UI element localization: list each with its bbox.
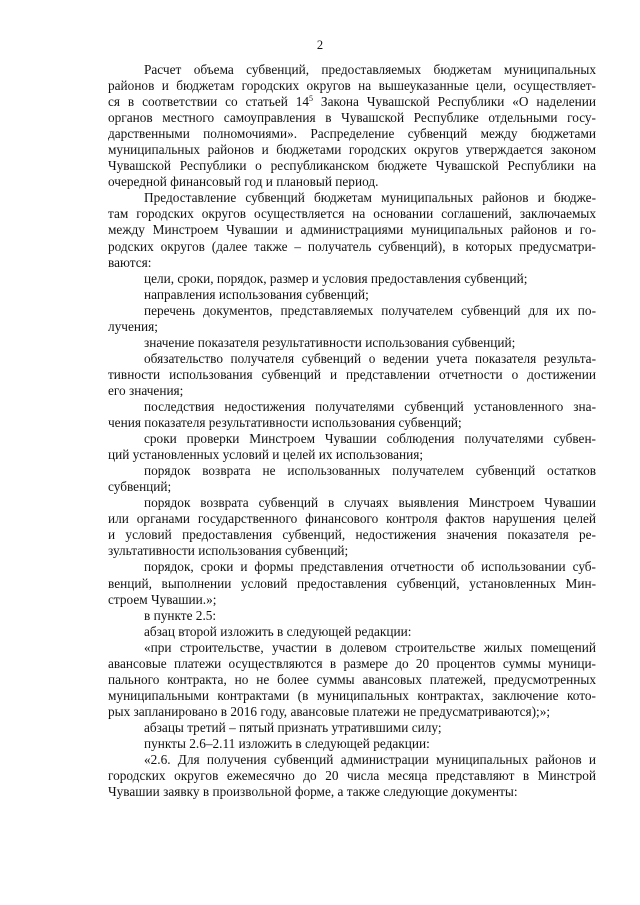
text-line-content: дарственными полномочиями». Распределение субвенций между бюджетами [108, 126, 596, 142]
text-line [108, 110, 596, 126]
text-line [108, 351, 596, 367]
text-line-content: рых запланировано в 2016 году, авансовые платежи не предусматриваются);»; [108, 703, 551, 719]
text-line-content: зультативности использования субвенций; [108, 543, 349, 559]
text-line-content: порядок, сроки и формы представления отчетности об использовании суб- [144, 559, 596, 575]
text-line [108, 431, 596, 447]
text-line-content: направления использования субвенций; [144, 286, 369, 302]
page-number: 2 [316, 38, 324, 52]
text-line [108, 543, 596, 559]
text-line-content: абзац второй изложить в следующей редакции: [144, 623, 412, 639]
text-line-content: Чувашской Республики о республиканском бюджете Чувашской Республики на [108, 158, 596, 174]
text-line-content: порядок возврата субвенций в случаях выявления Минстроем Чувашии [144, 495, 596, 511]
text-line-content: родских округов (далее также – получатель субвенций), в которых предусматри- [108, 238, 596, 254]
text-line-content: между Минстроем Чувашии и администрациями муниципальных районов и го- [108, 222, 596, 238]
text-line-content: чения показателя результативности использования субвенций; [108, 415, 462, 431]
text-line-content: городских округов ежемесячно до 20 числа месяца представляют в Минстрой [108, 768, 596, 784]
text-line [108, 174, 596, 190]
text-line-content: лучения; [108, 318, 158, 334]
text-line [108, 720, 596, 736]
text-line-content: венций, выполнении условий предоставления субвенций, установленных Мин- [108, 575, 596, 591]
text-line [108, 784, 596, 800]
text-line [108, 608, 596, 624]
text-line [108, 78, 596, 94]
text-line [108, 511, 596, 527]
text-line [108, 576, 596, 592]
text-line [108, 126, 596, 142]
text-line [108, 319, 596, 335]
text-line-content: ваются: [108, 254, 152, 270]
text-line-content: «при строительстве, участии в долевом строительстве жилых помещений [144, 639, 596, 655]
text-line-content: очередной финансовый год и плановый период. [108, 174, 379, 190]
text-line-content: пального контракта, но не более суммы авансовых платежей, предусмотренных [108, 671, 596, 687]
text-line [108, 736, 596, 752]
text-line [108, 206, 596, 222]
text-line [108, 495, 596, 511]
text-line-content: абзацы третий – пятый признать утратившими силу; [144, 719, 442, 735]
text-line-content: сроки проверки Минстроем Чувашии соблюдения получателями субвен- [144, 431, 596, 447]
text-line-content: последствия недостижения получателями субвенций установленного зна- [144, 398, 596, 414]
text-line [108, 367, 596, 383]
text-line-content: Чувашии заявку в произвольной форме, а также следующие документы: [108, 784, 518, 800]
text-line [108, 640, 596, 656]
text-line [108, 335, 596, 351]
text-line-content: муниципальными контрактами (в муниципальных контрактах, заключение кото- [108, 687, 596, 703]
text-line-content: в пункте 2.5: [144, 607, 217, 623]
text-line [108, 287, 596, 303]
text-line-content: Расчет объема субвенций, предоставляемых бюджетам муниципальных [144, 62, 596, 77]
text-line [108, 142, 596, 158]
text-line [108, 383, 596, 399]
text-line [108, 447, 596, 463]
text-line [108, 752, 596, 768]
text-line [108, 94, 596, 110]
text-line-content: обязательство получателя субвенций о ведении учета показателя результа- [144, 350, 596, 366]
text-line-content: тивности использования субвенций и представлении отчетности о достижении [108, 366, 596, 382]
text-line [108, 688, 596, 704]
text-line [108, 479, 596, 495]
text-line-tail: Закона Чувашской Республики «О наделении [313, 94, 596, 110]
text-line [108, 768, 596, 784]
text-line-content: там городских округов осуществляется на основании соглашений, заключаемых [108, 206, 596, 222]
text-line-content: цели, сроки, порядок, размер и условия предоставления субвенций; [144, 270, 528, 286]
text-line-content: или органами государственного финансового контроля фактов нарушения целей [108, 511, 596, 527]
text-line-content: «2.6. Для получения субвенций администрации муниципальных районов и [144, 752, 596, 768]
text-line-content: его значения; [108, 382, 184, 398]
text-line [108, 62, 596, 78]
text-line [108, 271, 596, 287]
text-line [108, 704, 596, 720]
text-line [108, 190, 596, 206]
text-line [108, 303, 596, 319]
text-line-content: органов местного самоуправления в Чувашской Республике отдельными госу- [108, 110, 596, 126]
superscript: 5 [309, 94, 314, 104]
text-line-content: и условий предоставления субвенций, недостижения значения показателя ре- [108, 527, 596, 543]
text-line [108, 672, 596, 688]
text-line-content: авансовые платежи осуществляются в размере до 20 процентов суммы муници- [108, 655, 596, 671]
text-line [108, 527, 596, 543]
text-line-content: субвенций; [108, 479, 172, 495]
text-line-content: строем Чувашии.»; [108, 591, 217, 607]
document-body [108, 62, 596, 800]
text-line-content: значение показателя результативности использования субвенций; [144, 334, 516, 350]
text-line-content: ций установленных условий и целей их использования; [108, 447, 424, 463]
text-line [108, 415, 596, 431]
text-line [108, 239, 596, 255]
text-line [108, 592, 596, 608]
text-line [108, 559, 596, 575]
text-line-content: районов и бюджетам городских округов на вышеуказанные цели, осуществляет- [108, 78, 596, 94]
text-line [108, 158, 596, 174]
text-line-content: пункты 2.6–2.11 изложить в следующей редакции: [144, 735, 430, 751]
text-line [108, 624, 596, 640]
text-line [108, 463, 596, 479]
text-line-content: Предоставление субвенций бюджетам муниципальных районов и бюдже- [144, 190, 596, 206]
text-line-content: ся в соответствии со статьей 14 [108, 94, 310, 110]
text-line [108, 222, 596, 238]
text-line-content: порядок возврата не использованных получателем субвенций остатков [144, 463, 596, 479]
text-line [108, 399, 596, 415]
text-line-content: перечень документов, представляемых получателем субвенций для их по- [144, 302, 596, 318]
text-line-content: муниципальных районов и бюджетами городских округов утверждается законом [108, 142, 596, 158]
text-line [108, 656, 596, 672]
text-line [108, 255, 596, 271]
